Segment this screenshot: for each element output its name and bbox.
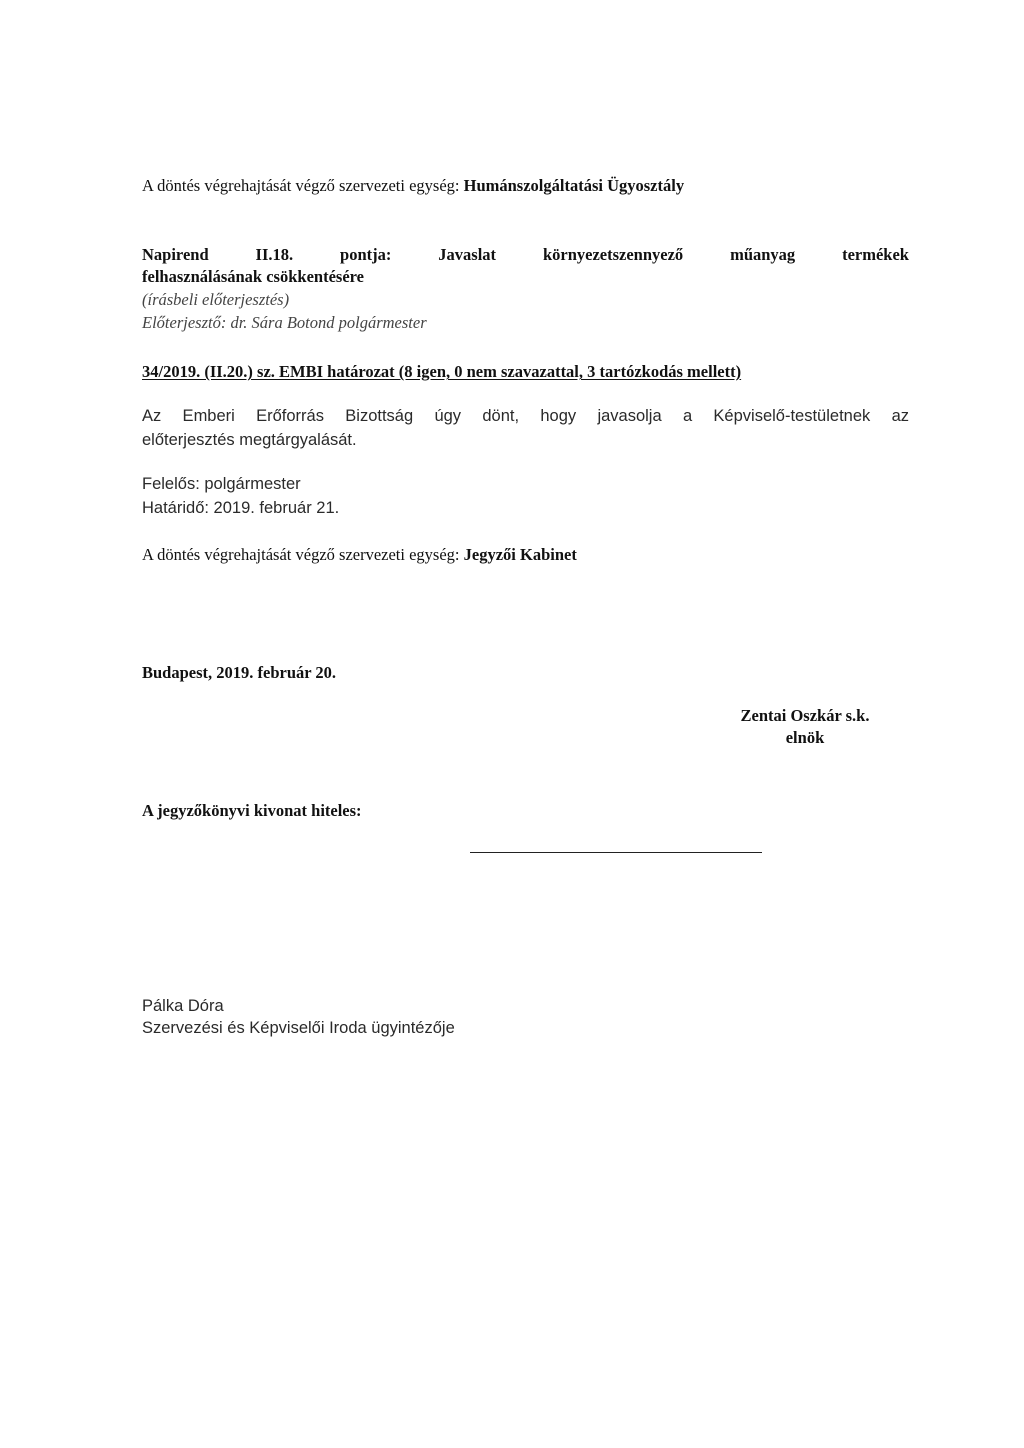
executing-unit-1 xyxy=(142,176,684,196)
signatory-name: Zentai Oszkár s.k. xyxy=(740,706,870,725)
executing-unit-1-value: Humánszolgáltatási Ügyosztály xyxy=(463,176,685,195)
executing-unit-1-label: A döntés végrehajtását végző szervezeti egység: xyxy=(142,176,460,195)
certification-text: A jegyzőkönyvi kivonat hiteles: xyxy=(142,801,362,820)
responsible: Felelős: polgármester xyxy=(142,475,301,493)
agenda-line-2: felhasználásának csökkentésére xyxy=(142,267,364,286)
resolution-text-line-1: Az Emberi Erőforrás Bizottság úgy dönt, hogy javasolja a Képviselő-testületnek az xyxy=(142,407,909,425)
executing-unit-2 xyxy=(142,545,577,565)
clerk-name: Pálka Dóra xyxy=(142,997,224,1015)
executing-unit-2-label: A döntés végrehajtását végző szervezeti egység: xyxy=(142,545,460,564)
executing-unit-2-value: Jegyzői Kabinet xyxy=(463,545,577,564)
agenda-presenter: Előterjesztő: dr. Sára Botond polgármester xyxy=(142,313,427,332)
resolution-text-line-2: előterjesztés megtárgyalását. xyxy=(142,431,357,449)
signature-line xyxy=(470,852,762,853)
agenda-type: (írásbeli előterjesztés) xyxy=(142,290,290,309)
agenda-line-1: Napirend II.18. pontja: Javaslat környezetszennyező műanyag termékek xyxy=(142,245,909,264)
deadline: Határidő: 2019. február 21. xyxy=(142,499,340,517)
signatory-title: elnök xyxy=(785,728,825,747)
clerk-title: Szervezési és Képviselői Iroda ügyintézője xyxy=(142,1019,455,1037)
resolution-title: 34/2019. (II.20.) sz. EMBI határozat (8 igen, 0 nem szavazattal, 3 tartózkodás mellett) xyxy=(142,362,742,381)
place-date: Budapest, 2019. február 20. xyxy=(142,663,337,682)
